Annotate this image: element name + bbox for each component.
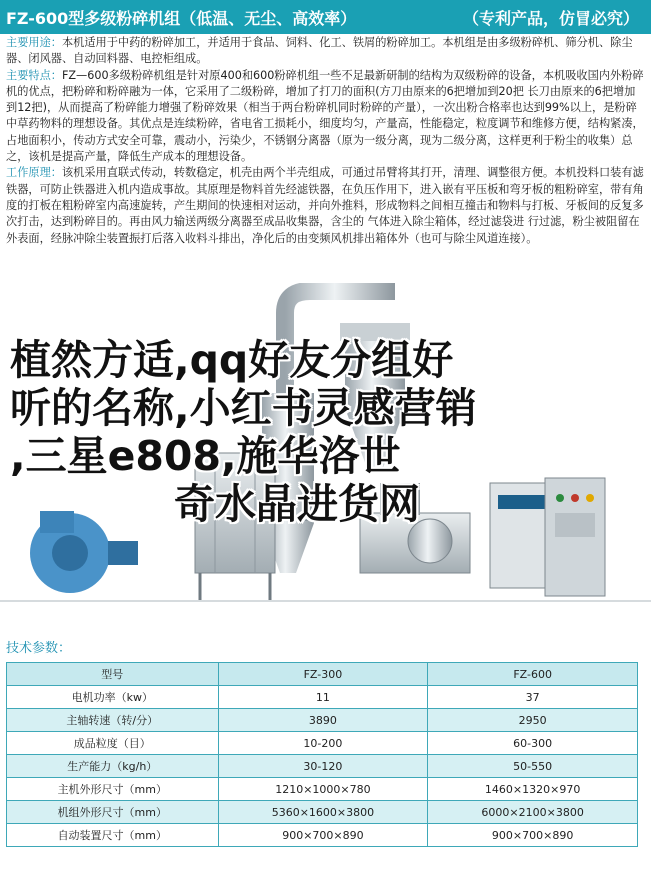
table-cell: 主机外形尺寸（mm）: [7, 778, 219, 801]
table-row: [7, 732, 638, 755]
table-cell: 60-300: [428, 732, 638, 755]
section-label: 主要特点：: [6, 68, 62, 82]
table-cell: 900×700×890: [428, 824, 638, 847]
spec-table: [6, 662, 638, 847]
table-cell: 50-550: [428, 755, 638, 778]
overlay-line: 听的名称,小红书灵感营销: [10, 384, 477, 432]
table-cell: 11: [218, 686, 428, 709]
description-paragraph: [6, 68, 646, 166]
table-cell: 3890: [218, 709, 428, 732]
table-row: [7, 824, 638, 847]
table-cell: 1210×1000×780: [218, 778, 428, 801]
section-text: 该机采用直联式传动，转数稳定，机壳由两个半壳组成，可通过吊臂将其打开，清理、调整很方便。本机投料口装有滤铁器，可防止铁器进入机内造成事故。其原理是物料首先经滤铁器，在负压作用下，进入嵌有平压板和弯牙板的粗粉碎室，带有角度的打板在粗粉碎室内高速旋转，产生期间的快速相对运动，并向外推料，形成物料之间相互撞击和物料与打板、牙板间的反复多次打击，达到粉碎目的。再由风力输送两级分离器至成品收集器，含尘的 气体进入除尘箱体，经过滤袋进 行过滤，粉尘被阻留在外表面，经脉冲除尘装置振打后落入收料斗排出，净化后的由变频风机排出箱体外（也可与除尘风道连接）。: [6, 166, 644, 245]
table-cell: 900×700×890: [218, 824, 428, 847]
section-label: 工作原理：: [6, 166, 62, 180]
overlay-line: 植然方适,qq好友分组好: [10, 336, 454, 384]
table-row: [7, 778, 638, 801]
table-header-row: [7, 663, 638, 686]
page-title: FZ-600型多级粉碎机组（低温、无尘、高效率）: [6, 9, 357, 28]
table-cell: 37: [428, 686, 638, 709]
section-text: 本机适用于中药的粉碎加工，并适用于食品、饲料、化工、铁屑的粉碎加工。本机组是由多级粉碎机、筛分机、除尘器、闭风器、自动回料器、电控柜组成。: [6, 36, 633, 66]
table-header: FZ-600: [428, 663, 638, 686]
description-paragraph: [6, 35, 646, 68]
params-heading: 技术参数：: [6, 641, 72, 656]
table-row: [7, 801, 638, 824]
section-text: FZ—600多级粉碎机组是针对原400和600粉碎机组一些不足最新研制的结构为双级粉碎的设备，本机吸收国内外粉碎机的优点，把粉碎和粉碎融为一体，它采用了二级粉碎，增加了打刀的面积(方刀由原来的6把增加到20把 长刀由原来的6把增加到12把)，从而提高了粉碎能力增强了粉碎效果（相当于两台粉碎机同时粉碎的产量），一次出粉合格率也达到99%以上，是粉碎中草药物料的理想设备。其优点是连续粉碎，省电省工损耗小，细度均匀，产量高，性能稳定，粒度调节和维修方便，结构紧凑，占地面积小，传动方式安全可靠，震动小，污染少，不锈钢分离器（原为一级分离，现为二级分离，这样更利于粉尘的收集）总之，该机是提高产量，降低生产成本的理想设备。: [6, 68, 644, 164]
table-row: [7, 709, 638, 732]
table-row: [7, 686, 638, 709]
overlay-line: 奇水晶进货网: [174, 480, 420, 528]
table-cell: 主轴转速（转/分）: [7, 709, 219, 732]
table-header: 型号: [7, 663, 219, 686]
table-cell: 6000×2100×3800: [428, 801, 638, 824]
table-cell: 成品粒度（目）: [7, 732, 219, 755]
table-row: [7, 755, 638, 778]
table-cell: 2950: [428, 709, 638, 732]
patent-note: （专利产品，仿冒必究）: [462, 9, 639, 28]
table-cell: 30-120: [218, 755, 428, 778]
table-cell: 1460×1320×970: [428, 778, 638, 801]
table-cell: 10-200: [218, 732, 428, 755]
section-label: 主要用途：: [6, 36, 62, 49]
table-cell: 5360×1600×3800: [218, 801, 428, 824]
table-cell: 自动装置尺寸（mm）: [7, 824, 219, 847]
table-cell: 电机功率（kw）: [7, 686, 219, 709]
description-paragraph: [6, 165, 646, 246]
table-header: FZ-300: [218, 663, 428, 686]
table-cell: 生产能力（kg/h）: [7, 755, 219, 778]
title-bar: [0, 0, 651, 34]
overlay-line: ,三星e808,施华洛世: [10, 432, 401, 480]
table-cell: 机组外形尺寸（mm）: [7, 801, 219, 824]
description-block: [6, 35, 646, 247]
overlay-text: [10, 336, 650, 528]
